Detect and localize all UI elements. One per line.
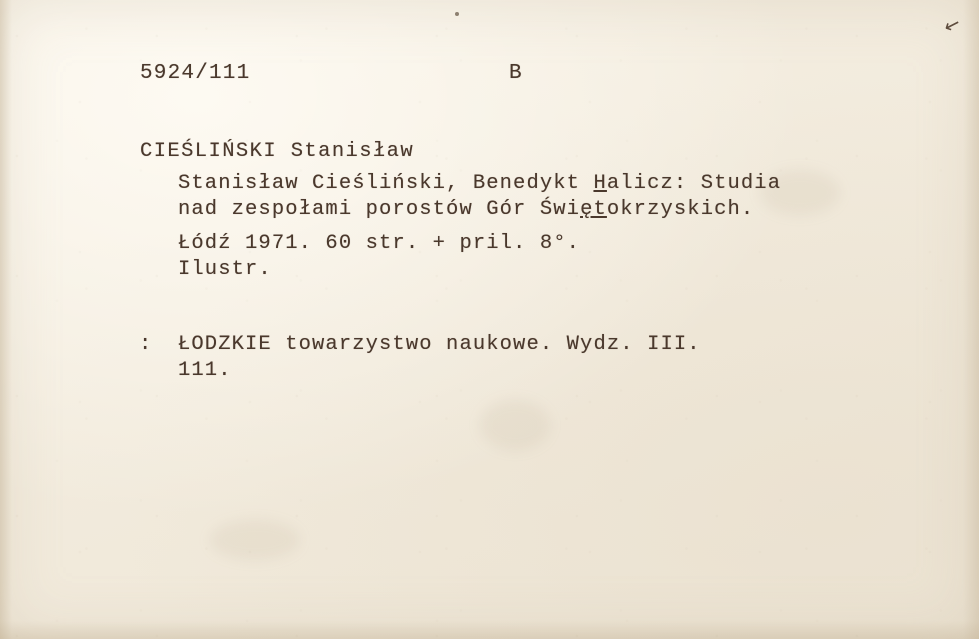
tracing-marker: : (139, 333, 153, 356)
underlined-initial: H (593, 172, 607, 195)
illustration-note: Ilustr. (178, 258, 272, 281)
title-statement-line-1: Stanisław Cieśliński, Benedykt Halicz: Studia (178, 172, 782, 195)
class-mark: B (509, 62, 523, 85)
stray-ink-dot-icon (455, 12, 459, 16)
tracing-line-2: 111. (178, 359, 232, 382)
shelfmark: 5924/111 (140, 62, 251, 85)
underlined-letter: ęt (580, 198, 607, 221)
tracing-line-1: ŁODZKIE towarzystwo naukowe. Wydz. III. (178, 333, 701, 356)
imprint-statement: Łódź 1971. 60 str. + pril. 8°. (178, 232, 581, 255)
card-bottom-edge-shadow (0, 621, 979, 639)
stray-pencil-tick-icon: ↙ (941, 13, 963, 38)
card-right-edge-shadow (963, 0, 979, 639)
paper-smudge (480, 400, 550, 450)
author-heading: CIEŚLIŃSKI Stanisław (140, 140, 415, 163)
paper-smudge (210, 520, 300, 560)
title-statement-line-2: nad zespołami porostów Gór Świętokrzyskich. (178, 198, 755, 221)
card-left-edge-shadow (0, 0, 12, 639)
